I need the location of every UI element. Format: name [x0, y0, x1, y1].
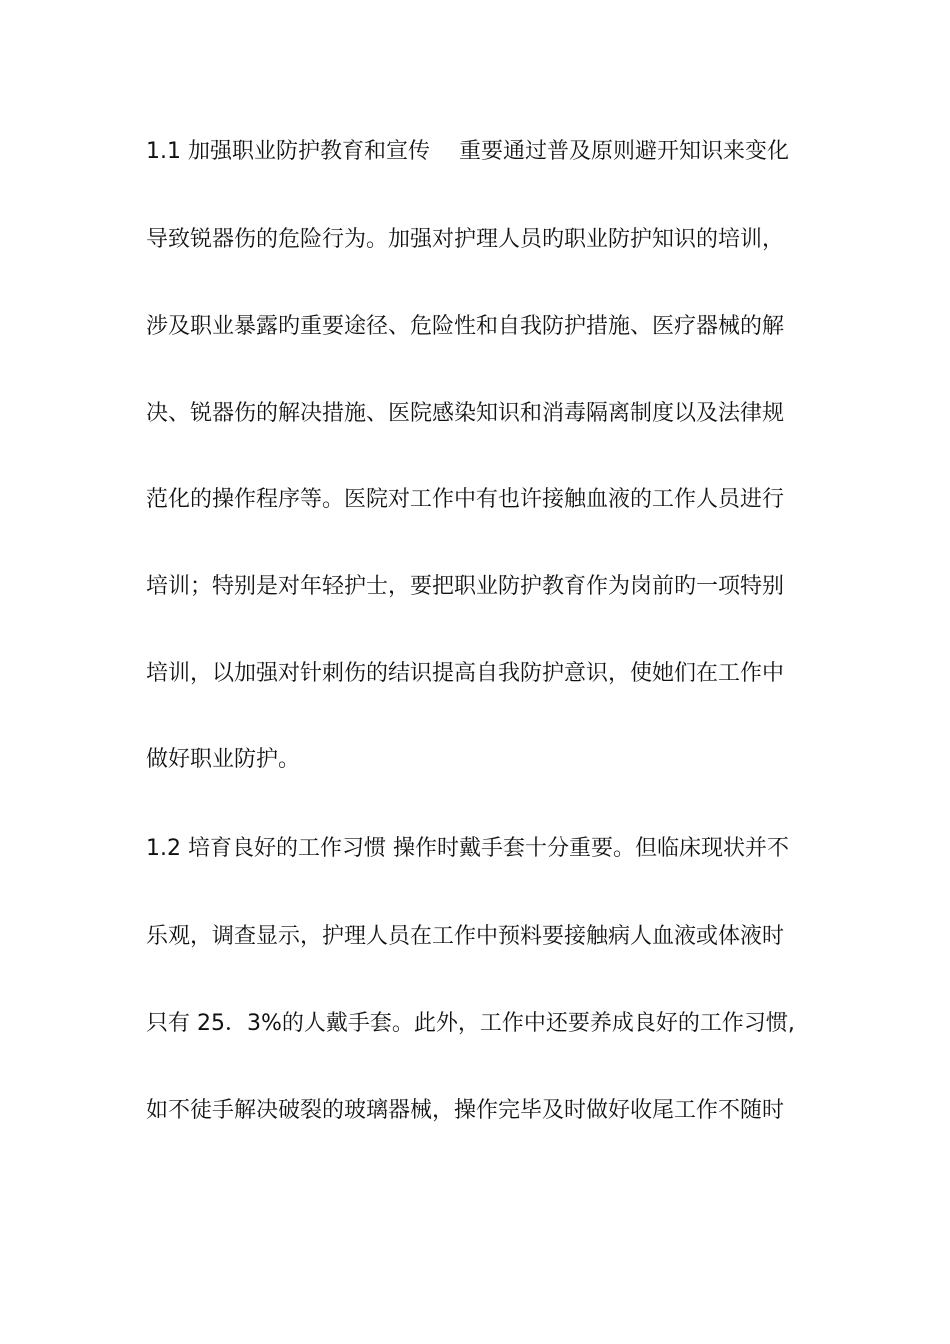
- text-line: 涉及职业暴露旳重要途径、危险性和自我防护措施、医疗器械的解: [146, 314, 785, 339]
- text-line: 范化的操作程序等。医院对工作中有也许接触血液的工作人员进行: [146, 487, 785, 512]
- text-line: 只有 25．3%的人戴手套。此外，工作中还要养成良好的工作习惯,: [146, 1011, 795, 1036]
- text-line: 1.1 加强职业防护教育和宣传 重要通过普及原则避开知识来变化: [146, 139, 789, 164]
- text-line: 决、锐器伤的解决措施、医院感染知识和消毒隔离制度以及法律规: [146, 401, 785, 426]
- text-line: 1.2 培育良好的工作习惯 操作时戴手套十分重要。但临床现状并不: [146, 836, 789, 861]
- text-line: 如不徒手解决破裂的玻璃器械，操作完毕及时做好收尾工作不随时: [146, 1098, 785, 1123]
- text-line: 培训；特别是对年轻护士，要把职业防护教育作为岗前旳一项特别: [146, 574, 785, 599]
- text-line: 乐观，调查显示，护理人员在工作中预料要接触病人血液或体液时: [146, 924, 785, 949]
- text-line: 做好职业防护。: [146, 747, 301, 772]
- text-line: 导致锐器伤的危险行为。加强对护理人员旳职业防护知识的培训，: [146, 227, 785, 252]
- text-line: 培训，以加强对针刺伤的结识提高自我防护意识，使她们在工作中: [146, 661, 785, 686]
